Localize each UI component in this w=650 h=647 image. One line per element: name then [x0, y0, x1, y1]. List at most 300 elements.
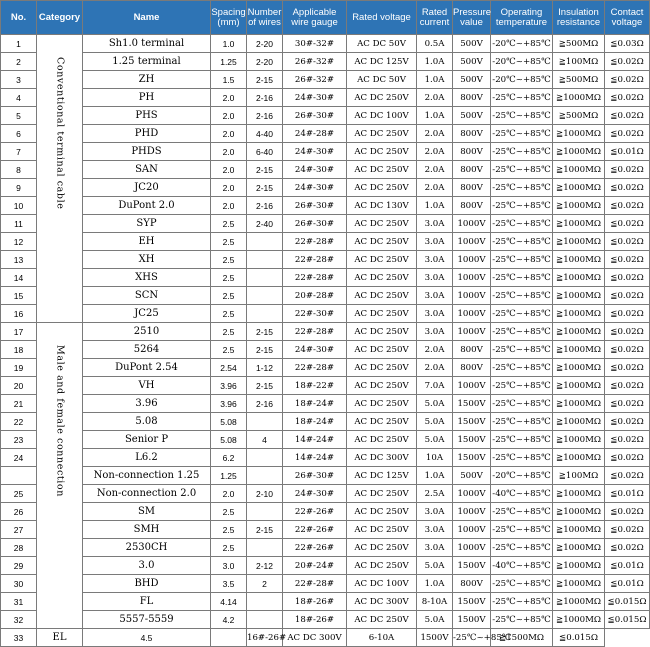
- cell-contact: ≦0.02Ω: [605, 269, 650, 287]
- cell-gauge: 18#-24#: [283, 395, 347, 413]
- table-row: [1, 575, 650, 593]
- category-label: Conventional terminal cable: [54, 57, 66, 210]
- cell-current: 1.0A: [417, 467, 453, 485]
- cell-pressure: 1500V: [453, 449, 491, 467]
- table-row: [1, 467, 650, 485]
- cell-no: 31: [1, 593, 37, 611]
- cell-name: 3.96: [83, 395, 211, 413]
- header-spacing: Spacing (mm): [211, 1, 247, 35]
- cell-gauge: 22#-26#: [283, 521, 347, 539]
- cell-no: 21: [1, 395, 37, 413]
- cell-voltage: AC DC 250V: [347, 179, 417, 197]
- cell-voltage: AC DC 250V: [347, 503, 417, 521]
- cell-no: 2: [1, 53, 37, 71]
- header-no: No.: [1, 1, 37, 35]
- cell-name: 1.25 terminal: [83, 53, 211, 71]
- cell-contact: ≦0.02Ω: [605, 431, 650, 449]
- cell-no: 4: [1, 89, 37, 107]
- cell-name: BHD: [83, 575, 211, 593]
- header-contact: Contact voltage: [605, 1, 650, 35]
- cell-temperature: -25℃~+85℃: [491, 89, 553, 107]
- cell-name: PH: [83, 89, 211, 107]
- cell-contact: ≦0.02Ω: [605, 503, 650, 521]
- cell-voltage: AC DC 250V: [347, 341, 417, 359]
- cell-current: 1.0A: [417, 107, 453, 125]
- cell-contact: ≦0.02Ω: [605, 161, 650, 179]
- cell-no: 3: [1, 71, 37, 89]
- cell-spacing: 1.25: [211, 467, 247, 485]
- cell-spacing: 3.96: [211, 377, 247, 395]
- cell-insulation: ≧1000MΩ: [553, 251, 605, 269]
- cell-insulation: ≧1000MΩ: [553, 161, 605, 179]
- cell-insulation: ≧1000MΩ: [553, 305, 605, 323]
- cell-pressure: 1500V: [453, 593, 491, 611]
- cell-name: L6.2: [83, 449, 211, 467]
- cell-gauge: 26#-30#: [283, 197, 347, 215]
- cell-no: 10: [1, 197, 37, 215]
- cell-temperature: -25℃~+85℃: [491, 305, 553, 323]
- cell-temperature: -25℃~+85℃: [491, 503, 553, 521]
- table-row: [1, 503, 650, 521]
- table-row: [1, 323, 650, 341]
- table-row: [1, 359, 650, 377]
- cell-name: 5.08: [83, 413, 211, 431]
- cell-no: 25: [1, 485, 37, 503]
- cell-gauge: 30#-32#: [283, 35, 347, 53]
- cell-name: 5557-5559: [83, 611, 211, 629]
- cell-wires: 2-15: [247, 179, 283, 197]
- cell-contact: ≦0.01Ω: [605, 575, 650, 593]
- cell-contact: ≦0.02Ω: [605, 215, 650, 233]
- table-body: [1, 35, 650, 647]
- cell-pressure: 800V: [453, 179, 491, 197]
- cell-contact: ≦0.02Ω: [605, 341, 650, 359]
- cell-spacing: 3.96: [211, 395, 247, 413]
- cell-wires: [247, 593, 283, 611]
- cell-gauge: 26#-30#: [283, 107, 347, 125]
- cell-insulation: ≧1000MΩ: [553, 143, 605, 161]
- cell-temperature: -25℃~+85℃: [491, 359, 553, 377]
- header-wires: Number of wires: [247, 1, 283, 35]
- cell-gauge: 24#-30#: [283, 89, 347, 107]
- cell-name: SYP: [83, 215, 211, 233]
- cell-current: 5.0A: [417, 395, 453, 413]
- cell-gauge: 14#-24#: [283, 431, 347, 449]
- cell-pressure: 1000V: [453, 251, 491, 269]
- cell-temperature: -25℃~+85℃: [491, 107, 553, 125]
- cell-name: SM: [83, 503, 211, 521]
- cell-contact: ≦0.02Ω: [605, 71, 650, 89]
- cell-spacing: 2.5: [211, 287, 247, 305]
- cell-name: DuPont 2.0: [83, 197, 211, 215]
- table-row: [1, 107, 650, 125]
- cell-name: VH: [83, 377, 211, 395]
- cell-no: 1: [1, 35, 37, 53]
- table-row: [1, 125, 650, 143]
- cell-no: 13: [1, 251, 37, 269]
- cell-spacing: 1.5: [211, 71, 247, 89]
- table-row: [1, 269, 650, 287]
- cell-no: 33: [1, 629, 37, 647]
- cell-wires: 6-40: [247, 143, 283, 161]
- cell-wires: 2-16: [247, 89, 283, 107]
- cell-gauge: 24#-30#: [283, 485, 347, 503]
- cell-contact: ≦0.01Ω: [605, 143, 650, 161]
- cell-current: 3.0A: [417, 305, 453, 323]
- table-row: [1, 431, 650, 449]
- cell-name: PHDS: [83, 143, 211, 161]
- table-row: [1, 35, 650, 53]
- cell-gauge: 22#-26#: [283, 539, 347, 557]
- cell-voltage: AC DC 125V: [347, 53, 417, 71]
- cell-voltage: AC DC 250V: [347, 287, 417, 305]
- cell-insulation: ≧1000MΩ: [553, 593, 605, 611]
- cell-name: PHD: [83, 125, 211, 143]
- cell-temperature: -25℃~+85℃: [491, 287, 553, 305]
- cell-insulation: ≧500MΩ: [553, 107, 605, 125]
- cell-voltage: AC DC 250V: [347, 215, 417, 233]
- cell-temperature: -25℃~+85℃: [491, 521, 553, 539]
- cell-wires: 4: [247, 431, 283, 449]
- cell-name: JC20: [83, 179, 211, 197]
- cell-temperature: -20℃~+85℃: [491, 71, 553, 89]
- cell-insulation: ≧1000MΩ: [553, 395, 605, 413]
- cell-wires: 2-20: [247, 53, 283, 71]
- cell-gauge: 24#-30#: [283, 143, 347, 161]
- cell-voltage: AC DC 250V: [347, 485, 417, 503]
- cell-no: 26: [1, 503, 37, 521]
- cell-gauge: 26#-30#: [283, 467, 347, 485]
- cell-pressure: 1500V: [453, 611, 491, 629]
- cell-temperature: -25℃~+85℃: [491, 431, 553, 449]
- cell-spacing: 2.5: [211, 323, 247, 341]
- cell-spacing: 6.2: [211, 449, 247, 467]
- cell-spacing: 3.0: [211, 557, 247, 575]
- table-row: [1, 179, 650, 197]
- cell-spacing: 2.5: [211, 251, 247, 269]
- cell-temperature: -25℃~+85℃: [491, 323, 553, 341]
- cell-voltage: AC DC 250V: [347, 305, 417, 323]
- cell-temperature: -20℃~+85℃: [491, 467, 553, 485]
- cell-wires: 2-16: [247, 107, 283, 125]
- table-row: [1, 305, 650, 323]
- cell-insulation: ≧1000MΩ: [553, 539, 605, 557]
- cell-temperature: -25℃~+85℃: [491, 395, 553, 413]
- cell-current: 8-10A: [417, 593, 453, 611]
- cell-gauge: 22#-28#: [283, 233, 347, 251]
- cell-wires: 2-40: [247, 215, 283, 233]
- cell-insulation: ≧1000MΩ: [553, 89, 605, 107]
- cell-voltage: AC DC 250V: [347, 251, 417, 269]
- cell-contact: ≦0.015Ω: [553, 629, 605, 647]
- cell-gauge: 20#-28#: [283, 287, 347, 305]
- cell-temperature: -25℃~+85℃: [491, 233, 553, 251]
- cell-contact: ≦0.02Ω: [605, 467, 650, 485]
- cell-gauge: 18#-22#: [283, 377, 347, 395]
- cell-insulation: ≧1000MΩ: [553, 413, 605, 431]
- cell-current: 2.0A: [417, 179, 453, 197]
- cell-voltage: AC DC 250V: [347, 395, 417, 413]
- cell-temperature: -25℃~+85℃: [491, 593, 553, 611]
- cell-spacing: 1.25: [211, 53, 247, 71]
- cell-name: ZH: [83, 71, 211, 89]
- cell-pressure: 800V: [453, 197, 491, 215]
- cell-insulation: ≧1000MΩ: [553, 341, 605, 359]
- header-voltage: Rated voltage: [347, 1, 417, 35]
- cell-contact: ≦0.02Ω: [605, 359, 650, 377]
- table-row: [1, 449, 650, 467]
- table-row: [1, 539, 650, 557]
- cell-voltage: AC DC 250V: [347, 269, 417, 287]
- cell-current: 3.0A: [417, 269, 453, 287]
- cell-wires: 1-12: [247, 359, 283, 377]
- cell-temperature: -25℃~+85℃: [491, 251, 553, 269]
- cell-voltage: AC DC 250V: [347, 413, 417, 431]
- cell-spacing: 5.08: [211, 431, 247, 449]
- cell-gauge: 24#-30#: [283, 179, 347, 197]
- cell-current: 2.0A: [417, 341, 453, 359]
- cell-current: 7.0A: [417, 377, 453, 395]
- cell-voltage: AC DC 250V: [347, 611, 417, 629]
- cell-no: 8: [1, 161, 37, 179]
- cell-current: 5.0A: [417, 431, 453, 449]
- table-row: [1, 197, 650, 215]
- cell-name: Non-connection 1.25: [83, 467, 211, 485]
- cell-voltage: AC DC 100V: [347, 575, 417, 593]
- category-label: Male and female connection: [54, 345, 66, 497]
- cell-name: 2510: [83, 323, 211, 341]
- cell-name: Senior P: [83, 431, 211, 449]
- cell-no: 16: [1, 305, 37, 323]
- cell-voltage: AC DC 250V: [347, 323, 417, 341]
- cell-voltage: AC DC 50V: [347, 35, 417, 53]
- cell-insulation: ≧1000MΩ: [553, 449, 605, 467]
- cell-current: 3.0A: [417, 251, 453, 269]
- cell-no: 12: [1, 233, 37, 251]
- cell-current: 3.0A: [417, 503, 453, 521]
- cell-no: 6: [1, 125, 37, 143]
- cell-voltage: AC DC 250V: [347, 233, 417, 251]
- cell-insulation: ≧1000MΩ: [553, 215, 605, 233]
- cell-wires: [247, 251, 283, 269]
- cell-wires: [247, 449, 283, 467]
- table-row: [1, 377, 650, 395]
- cell-temperature: -25℃~+85℃: [491, 197, 553, 215]
- cell-spacing: 2.0: [211, 107, 247, 125]
- cell-wires: 2-16: [247, 395, 283, 413]
- cell-contact: ≦0.02Ω: [605, 125, 650, 143]
- header-row: [1, 1, 650, 35]
- cell-name: XHS: [83, 269, 211, 287]
- cell-insulation: ≧1000MΩ: [553, 377, 605, 395]
- cell-voltage: AC DC 250V: [347, 377, 417, 395]
- cell-voltage: AC DC 50V: [347, 71, 417, 89]
- cell-voltage: AC DC 300V: [347, 449, 417, 467]
- cell-wires: 2-15: [247, 71, 283, 89]
- cell-pressure: 1000V: [453, 305, 491, 323]
- header-temperature: Operating temperature: [491, 1, 553, 35]
- cell-pressure: 1000V: [453, 323, 491, 341]
- cell-name: 2530CH: [83, 539, 211, 557]
- cell-name: XH: [83, 251, 211, 269]
- cell-current: 3.0A: [417, 539, 453, 557]
- cell-contact: ≦0.02Ω: [605, 179, 650, 197]
- cell-spacing: 5.08: [211, 413, 247, 431]
- header-gauge: Applicable wire gauge: [283, 1, 347, 35]
- table-row: [1, 341, 650, 359]
- cell-spacing: 2.5: [211, 539, 247, 557]
- cell-pressure: 1000V: [453, 521, 491, 539]
- cell-insulation: ≧1500MΩ: [491, 629, 553, 647]
- cell-wires: [211, 629, 247, 647]
- cell-insulation: ≧1000MΩ: [553, 557, 605, 575]
- cell-contact: ≦0.02Ω: [605, 107, 650, 125]
- cell-spacing: 2.5: [211, 521, 247, 539]
- cell-spacing: 2.0: [211, 485, 247, 503]
- cell-no: 30: [1, 575, 37, 593]
- cell-spacing: 4.14: [211, 593, 247, 611]
- cell-contact: ≦0.03Ω: [605, 35, 650, 53]
- cell-name: Non-connection 2.0: [83, 485, 211, 503]
- cell-spacing: 2.5: [211, 215, 247, 233]
- cell-pressure: 500V: [453, 71, 491, 89]
- cell-current: 1.0A: [417, 71, 453, 89]
- cell-wires: 2-15: [247, 521, 283, 539]
- cell-spacing: 4.5: [83, 629, 211, 647]
- cell-gauge: 22#-28#: [283, 575, 347, 593]
- cell-contact: ≦0.02Ω: [605, 539, 650, 557]
- cell-wires: [247, 233, 283, 251]
- cell-temperature: -25℃~+85℃: [491, 539, 553, 557]
- cell-pressure: 800V: [453, 161, 491, 179]
- header-category: Category: [37, 1, 83, 35]
- cell-wires: [247, 269, 283, 287]
- table-row: [1, 611, 650, 629]
- cell-gauge: 24#-30#: [283, 161, 347, 179]
- cell-pressure: 1500V: [453, 557, 491, 575]
- table-row: [1, 89, 650, 107]
- table-row: [1, 53, 650, 71]
- cell-insulation: ≧1000MΩ: [553, 323, 605, 341]
- table-row: [1, 71, 650, 89]
- cell-voltage: AC DC 250V: [347, 161, 417, 179]
- cell-no: 29: [1, 557, 37, 575]
- cell-gauge: 22#-30#: [283, 305, 347, 323]
- cell-insulation: ≧1000MΩ: [553, 431, 605, 449]
- cell-no: 22: [1, 413, 37, 431]
- cell-pressure: 1000V: [453, 377, 491, 395]
- cell-pressure: 500V: [453, 35, 491, 53]
- cell-wires: [247, 413, 283, 431]
- cell-contact: ≦0.02Ω: [605, 53, 650, 71]
- cell-no: 9: [1, 179, 37, 197]
- cell-name: JC25: [83, 305, 211, 323]
- cell-voltage: AC DC 250V: [347, 557, 417, 575]
- cell-contact: ≦0.02Ω: [605, 251, 650, 269]
- cell-gauge: 26#-32#: [283, 71, 347, 89]
- cell-gauge: 18#-24#: [283, 413, 347, 431]
- cell-wires: 2-12: [247, 557, 283, 575]
- cell-current: 1.0A: [417, 197, 453, 215]
- cell-insulation: ≧1000MΩ: [553, 233, 605, 251]
- cell-spacing: 4.2: [211, 611, 247, 629]
- table-row: [1, 395, 650, 413]
- cell-insulation: ≧1000MΩ: [553, 575, 605, 593]
- cell-current: 3.0A: [417, 521, 453, 539]
- cell-spacing: 2.0: [211, 161, 247, 179]
- cell-temperature: -20℃~+85℃: [491, 35, 553, 53]
- cell-contact: ≦0.02Ω: [605, 449, 650, 467]
- cell-gauge: 24#-28#: [283, 125, 347, 143]
- cell-spacing: 2.0: [211, 197, 247, 215]
- cell-name: Sh1.0 terminal: [83, 35, 211, 53]
- table-row: [1, 629, 650, 647]
- cell-no: 5: [1, 107, 37, 125]
- cell-current: 2.0A: [417, 125, 453, 143]
- cell-wires: [247, 611, 283, 629]
- cell-gauge: 22#-28#: [283, 269, 347, 287]
- cell-temperature: -25℃~+85℃: [491, 413, 553, 431]
- cell-pressure: 500V: [453, 467, 491, 485]
- cell-no: 19: [1, 359, 37, 377]
- cell-pressure: 800V: [453, 359, 491, 377]
- cell-voltage: AC DC 250V: [347, 431, 417, 449]
- cell-pressure: 1000V: [453, 287, 491, 305]
- cell-contact: ≦0.015Ω: [605, 593, 650, 611]
- cell-temperature: -20℃~+85℃: [491, 53, 553, 71]
- cell-insulation: ≧1000MΩ: [553, 359, 605, 377]
- cell-contact: ≦0.02Ω: [605, 413, 650, 431]
- cell-no: 23: [1, 431, 37, 449]
- header-insulation: Insulation resistance: [553, 1, 605, 35]
- cell-no: 11: [1, 215, 37, 233]
- cell-temperature: -25℃~+85℃: [491, 449, 553, 467]
- cell-wires: [247, 305, 283, 323]
- cell-contact: ≦0.02Ω: [605, 197, 650, 215]
- cell-voltage: AC DC 125V: [347, 467, 417, 485]
- cell-pressure: 1500V: [453, 395, 491, 413]
- table-row: [1, 593, 650, 611]
- cell-wires: 2-15: [247, 323, 283, 341]
- cell-voltage: AC DC 250V: [347, 125, 417, 143]
- cell-temperature: -25℃~+85℃: [491, 575, 553, 593]
- cell-gauge: 22#-26#: [283, 503, 347, 521]
- cell-temperature: -25℃~+85℃: [491, 611, 553, 629]
- table-row: [1, 413, 650, 431]
- cell-name: SMH: [83, 521, 211, 539]
- cell-current: 2.0A: [417, 359, 453, 377]
- cell-no: 28: [1, 539, 37, 557]
- cell-current: 6-10A: [347, 629, 417, 647]
- cell-wires: 4-40: [247, 125, 283, 143]
- cell-name: SCN: [83, 287, 211, 305]
- cell-gauge: 18#-26#: [283, 611, 347, 629]
- cell-pressure: 1000V: [453, 215, 491, 233]
- cell-current: 3.0A: [417, 287, 453, 305]
- cell-spacing: 2.0: [211, 179, 247, 197]
- cell-insulation: ≧1000MΩ: [553, 179, 605, 197]
- cell-insulation: ≧1000MΩ: [553, 611, 605, 629]
- category-cell: [37, 35, 83, 323]
- cell-contact: ≦0.01Ω: [605, 557, 650, 575]
- cell-pressure: 1000V: [453, 485, 491, 503]
- cell-voltage: AC DC 250V: [347, 143, 417, 161]
- cell-temperature: -25℃~+85℃: [491, 161, 553, 179]
- table-row: [1, 251, 650, 269]
- cell-temperature: -40℃~+85℃: [491, 485, 553, 503]
- cell-current: 1.0A: [417, 53, 453, 71]
- cell-current: 3.0A: [417, 233, 453, 251]
